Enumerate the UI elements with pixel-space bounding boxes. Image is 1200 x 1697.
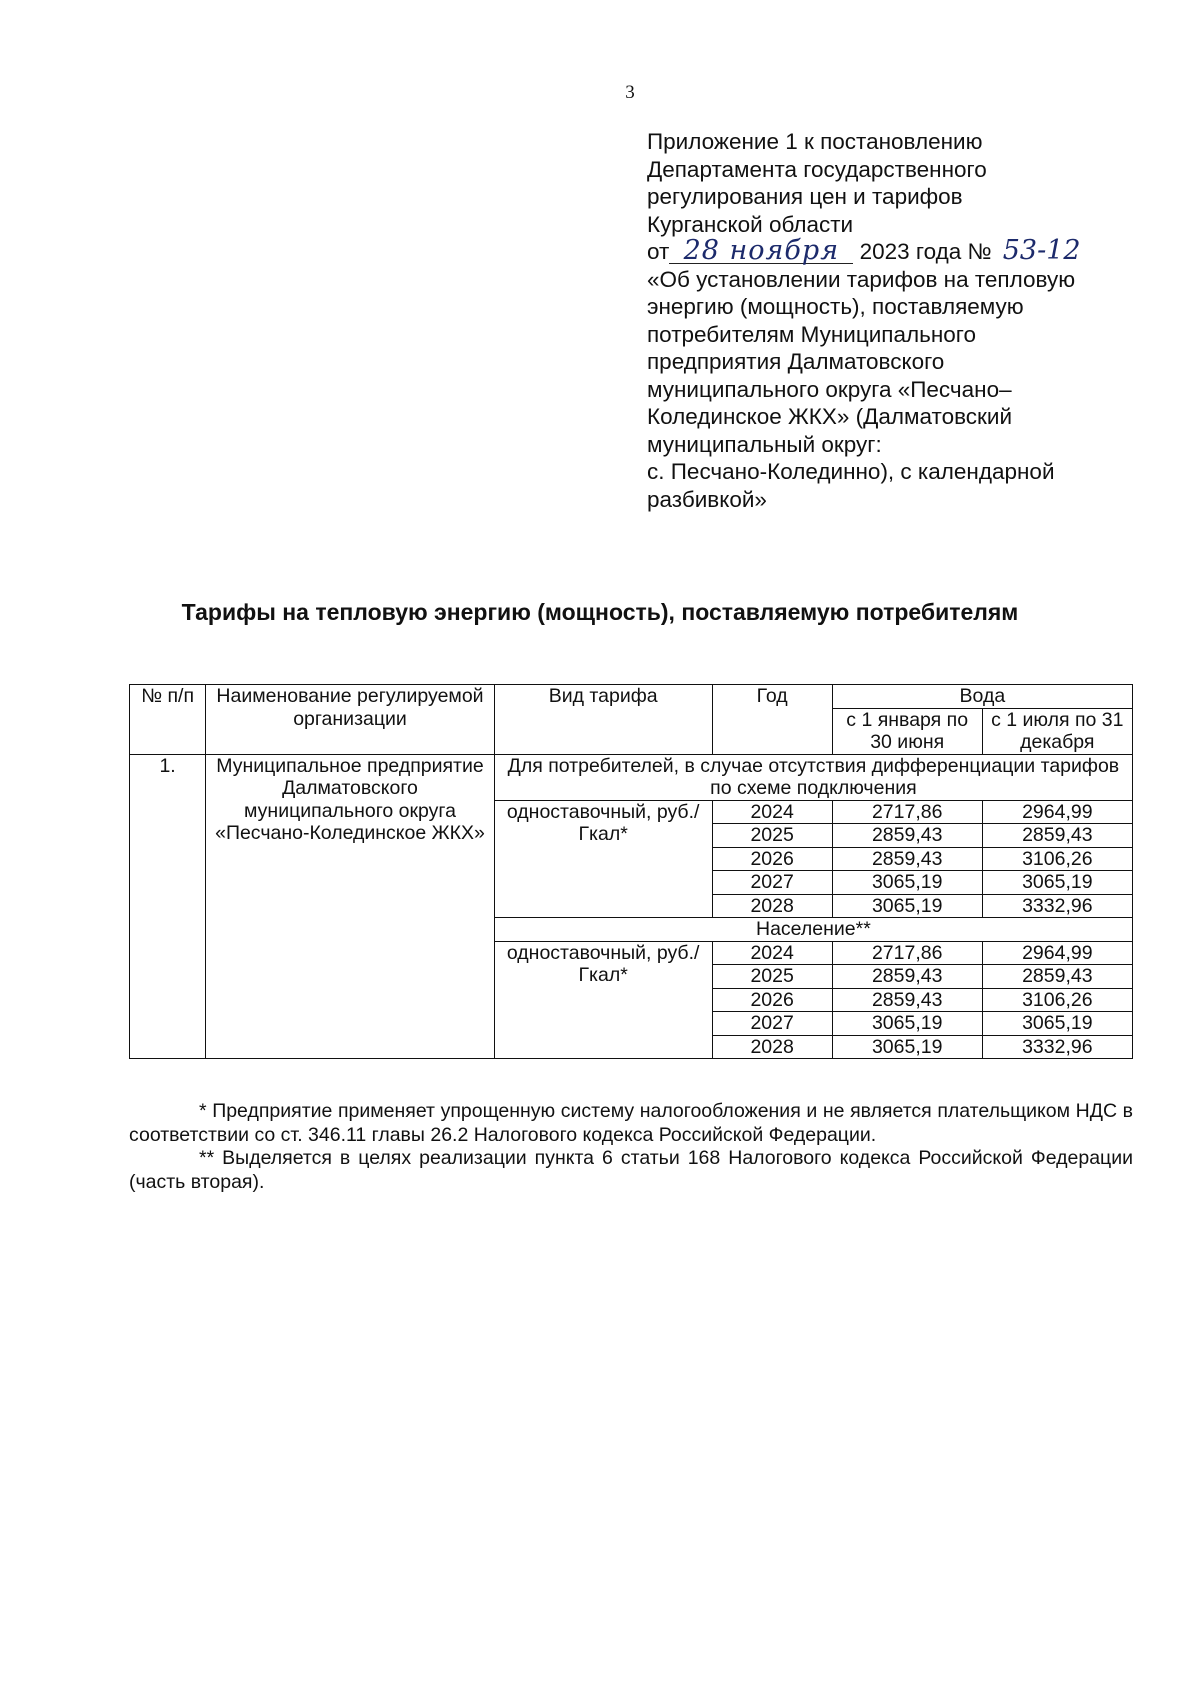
value-second-half: 2859,43	[982, 824, 1132, 848]
value-second-half: 2964,99	[982, 941, 1132, 965]
year-cell: 2026	[712, 847, 832, 871]
appendix-title-line: Колединское ЖКХ» (Далматовский	[647, 404, 1013, 429]
year-cell: 2026	[712, 988, 832, 1012]
header-second-half: с 1 июля по 31 декабря	[982, 708, 1132, 754]
year-cell: 2024	[712, 941, 832, 965]
appendix-block	[647, 128, 1147, 513]
section-title: Население**	[494, 918, 1132, 942]
header-year: Год	[712, 685, 832, 755]
value-first-half: 2859,43	[832, 988, 982, 1012]
handwritten-number: 53-12	[1002, 235, 1081, 266]
value-first-half: 3065,19	[832, 1035, 982, 1059]
organization-name: Муниципальное предприятие Далматовского муниципального округа «Песчано-Колединское ЖКХ»	[206, 754, 495, 1059]
tariff-kind: одноставочный, руб./Гкал*	[494, 800, 712, 918]
value-second-half: 3065,19	[982, 1012, 1132, 1036]
value-first-half: 3065,19	[832, 871, 982, 895]
appendix-line: регулирования цен и тарифов	[647, 184, 963, 209]
header-num: № п/п	[130, 685, 206, 755]
footnotes	[129, 1100, 1133, 1194]
page-number: 3	[625, 82, 635, 103]
appendix-title-line: разбивкой»	[647, 486, 767, 512]
value-first-half: 2717,86	[832, 941, 982, 965]
table-header-row	[130, 685, 1133, 709]
value-first-half: 2859,43	[832, 847, 982, 871]
footnote: ** Выделяется в целях реализации пункта 6 статьи 168 Налогового кодекса Российской Федерации (часть вторая).	[129, 1147, 1133, 1193]
value-second-half: 3106,26	[982, 847, 1132, 871]
tariff-table	[129, 684, 1133, 1059]
value-second-half: 2859,43	[982, 965, 1132, 989]
row-number: 1.	[130, 754, 206, 1059]
footnote: * Предприятие применяет упрощенную систему налогообложения и не является плательщиком НДС в соответствии со ст. 346.11 главы 26.2 Налогового кодекса Российской Федерации.	[129, 1100, 1133, 1146]
value-first-half: 3065,19	[832, 1012, 982, 1036]
section-title: Для потребителей, в случае отсутствия дифференциации тарифов по схеме подключения	[494, 754, 1132, 800]
appendix-line: Курганской области	[647, 211, 854, 237]
header-tariff-kind: Вид тарифа	[494, 685, 712, 755]
value-first-half: 3065,19	[832, 894, 982, 918]
value-second-half: 3332,96	[982, 894, 1132, 918]
resolution-date-line	[647, 235, 1147, 266]
page-title: Тарифы на тепловую энергию (мощность), поставляемую потребителям	[181, 599, 1019, 625]
appendix-title-line: муниципальный округ:	[647, 431, 882, 457]
appendix-title-line: с. Песчано-Колединно), с календарной	[647, 459, 1055, 484]
header-organization: Наименование регулируемой организации	[206, 685, 495, 755]
year-cell: 2024	[712, 800, 832, 824]
year-text: 2023 года №	[859, 239, 992, 264]
appendix-title-line: предприятия Далматовского	[647, 349, 945, 374]
value-second-half: 3065,19	[982, 871, 1132, 895]
value-second-half: 3106,26	[982, 988, 1132, 1012]
year-cell: 2027	[712, 871, 832, 895]
appendix-title-line: «Об установлении тарифов на тепловую	[647, 266, 1076, 292]
value-second-half: 3332,96	[982, 1035, 1132, 1059]
appendix-line: Приложение 1 к постановлению	[647, 129, 983, 154]
value-first-half: 2859,43	[832, 824, 982, 848]
appendix-title-line: муниципального округа «Песчано–	[647, 376, 1012, 402]
header-group-water: Вода	[832, 685, 1132, 709]
value-first-half: 2859,43	[832, 965, 982, 989]
year-cell: 2025	[712, 965, 832, 989]
appendix-title-line: потребителям Муниципального	[647, 321, 976, 347]
value-second-half: 2964,99	[982, 800, 1132, 824]
year-cell: 2028	[712, 1035, 832, 1059]
handwritten-date: 28 ноября	[669, 239, 853, 264]
appendix-title-line: энергию (мощность), поставляемую	[647, 294, 1024, 319]
year-cell: 2027	[712, 1012, 832, 1036]
tariff-kind: одноставочный, руб./Гкал*	[494, 941, 712, 1059]
table-row	[130, 754, 1133, 800]
appendix-line: Департамента государственного	[647, 156, 987, 182]
date-prefix: от	[647, 239, 670, 264]
value-first-half: 2717,86	[832, 800, 982, 824]
year-cell: 2025	[712, 824, 832, 848]
year-cell: 2028	[712, 894, 832, 918]
header-first-half: с 1 января по 30 июня	[832, 708, 982, 754]
